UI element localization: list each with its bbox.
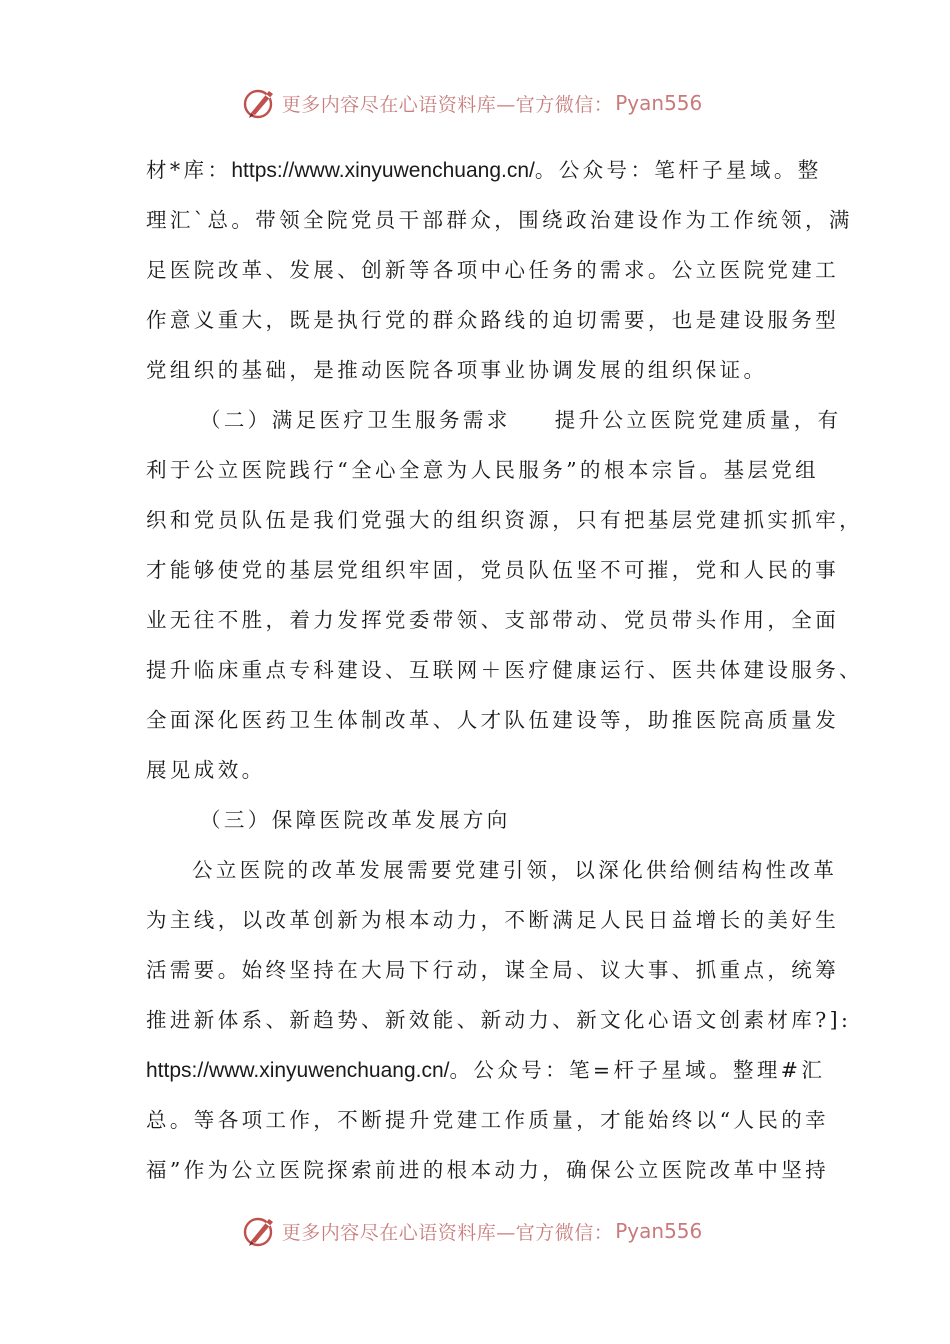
banner-wechat-id: Pyan556 — [615, 91, 703, 115]
pen-logo-icon — [242, 1213, 278, 1249]
footer-banner — [0, 1211, 950, 1251]
text-line: 才能够使党的基层党组织牢固，党员队伍坚不可摧，党和人民的事 — [146, 558, 840, 582]
text-line: 提升临床重点专科建设、互联网＋医疗健康运行、医共体建设服务、 — [146, 658, 863, 682]
text-line: 织和党员队伍是我们党强大的组织资源，只有把基层党建抓实抓牢， — [146, 508, 863, 532]
text-line: 活需要。始终坚持在大局下行动，谋全局、议大事、抓重点，统筹 — [146, 958, 840, 982]
pen-logo-icon — [242, 85, 278, 121]
text-line: 展见成效。 — [146, 758, 266, 782]
text-line: 公立医院的改革发展需要党建引领，以深化供给侧结构性改革 — [192, 858, 838, 882]
text-line: 材*库：https://www.xinyuwenchuang.cn/。公众号：笔杆子星域。整 — [146, 158, 822, 182]
text-line: 党组织的基础，是推动医院各项事业协调发展的组织保证。 — [146, 358, 768, 382]
section-heading: （二）满足医疗卫生服务需求 — [200, 408, 511, 432]
text-line: 福”作为公立医院探索前进的根本动力，确保公立医院改革中坚持 — [146, 1158, 830, 1182]
document-body — [146, 145, 863, 1195]
header-banner — [0, 83, 950, 123]
text-line: 理汇`总。带领全院党员干部群众，围绕政治建设作为工作统领，满 — [146, 208, 853, 232]
banner-text: 更多内容尽在心语资料库—官方微信： — [281, 93, 614, 116]
banner-text: 更多内容尽在心语资料库—官方微信： — [281, 1221, 614, 1244]
text-line: 总。等各项工作，不断提升党建工作质量，才能始终以“人民的幸 — [146, 1108, 830, 1132]
text-line: https://www.xinyuwenchuang.cn/。公众号：笔=杆子星域。整理#汇 — [146, 1058, 826, 1082]
section-2-heading-line: （二）满足医疗卫生服务需求 提升公立医院党建质量，有 — [200, 408, 842, 432]
text-line: 业无往不胜，着力发挥党委带领、支部带动、党员带头作用，全面 — [146, 608, 840, 632]
banner-wechat-id: Pyan556 — [615, 1219, 703, 1243]
text-line: 推进新体系、新趋势、新效能、新动力、新文化心语文创素材库?]: — [146, 1008, 852, 1032]
text-line: 全面深化医药卫生体制改革、人才队伍建设等，助推医院高质量发 — [146, 708, 840, 732]
url-link[interactable]: https://www.xinyuwenchuang.cn/ — [146, 1059, 450, 1082]
text-line: 作意义重大，既是执行党的群众路线的迫切需要，也是建设服务型 — [146, 308, 840, 332]
url-link[interactable]: https://www.xinyuwenchuang.cn/ — [231, 159, 535, 182]
text-line: 利于公立医院践行“全心全意为人民服务”的根本宗旨。基层党组 — [146, 458, 820, 482]
text-line: 足医院改革、发展、创新等各项中心任务的需求。公立医院党建工 — [146, 258, 840, 282]
section-heading: （三）保障医院改革发展方向 — [200, 808, 511, 832]
text-line: 为主线，以改革创新为根本动力，不断满足人民日益增长的美好生 — [146, 908, 840, 932]
